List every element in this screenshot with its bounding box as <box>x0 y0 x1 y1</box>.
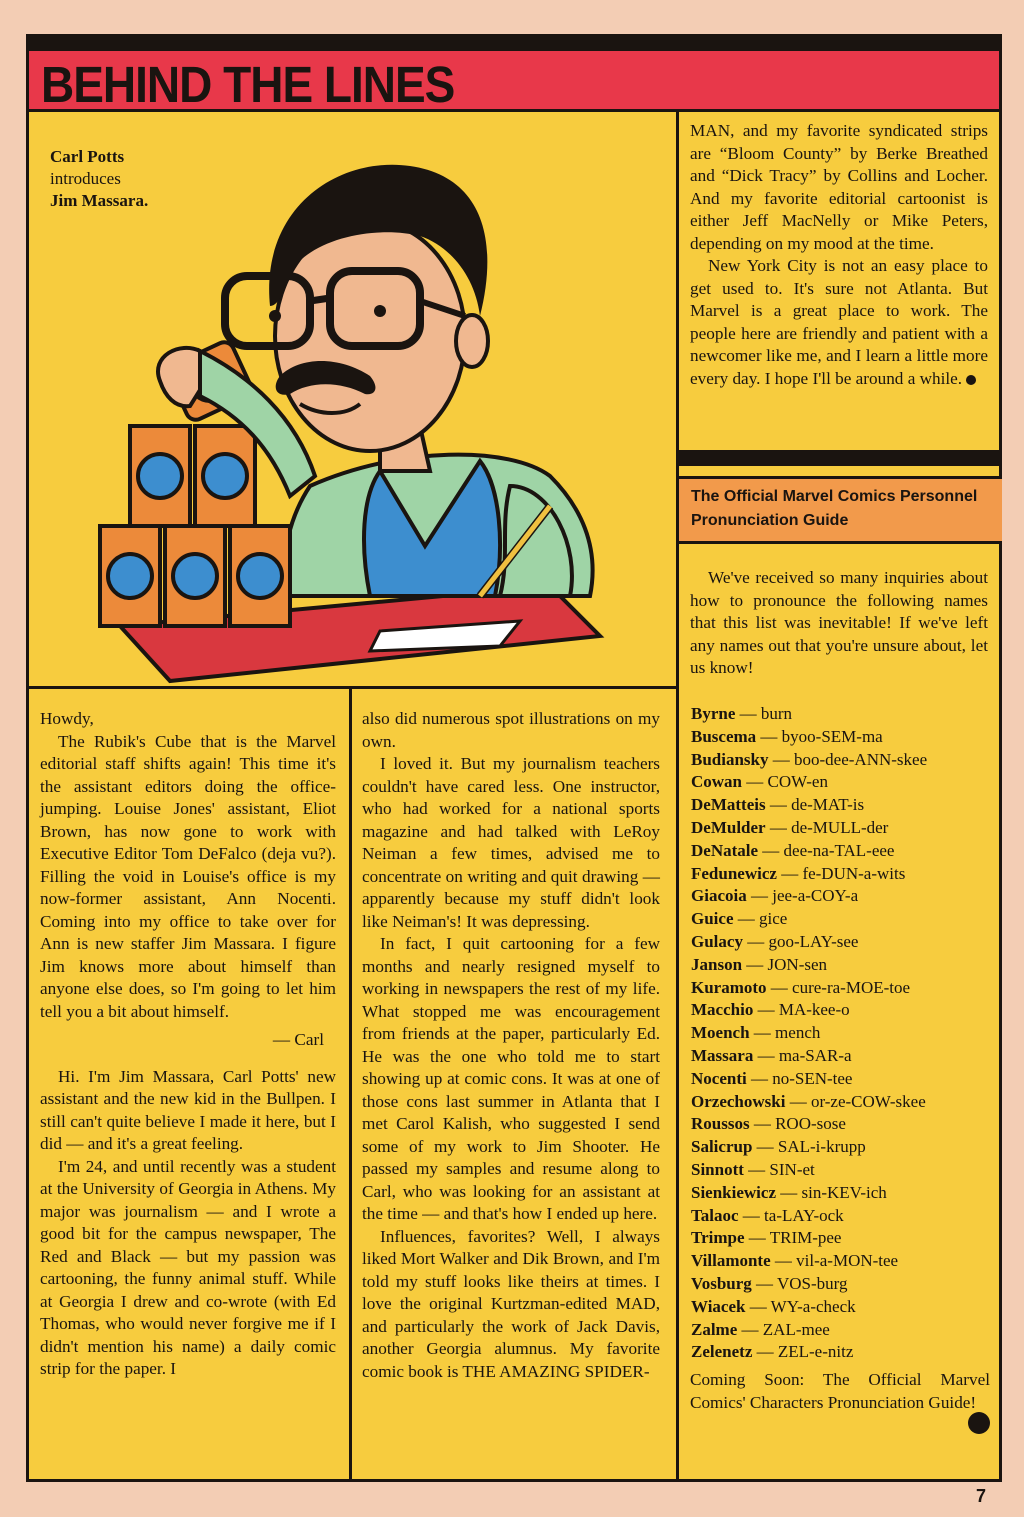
entry-name: Kuramoto <box>691 977 767 997</box>
paragraph <box>690 255 988 390</box>
pronunciation-entry <box>691 908 991 931</box>
pronunciation-entry <box>691 931 991 954</box>
entry-pronunciation: or-ze-COW-skee <box>810 1091 926 1111</box>
entry-name: Janson <box>691 954 743 974</box>
entry-pronunciation: SAL-i-krupp <box>777 1137 866 1157</box>
entry-name: Trimpe <box>691 1228 745 1248</box>
entry-pronunciation: TRIM-pee <box>769 1228 842 1248</box>
entry-pronunciation: ta-LAY-ock <box>764 1205 844 1225</box>
article-column-3 <box>690 120 988 390</box>
paragraph: In fact, I quit cartooning for a few months and nearly resigned myself to working in newspapers the rest of my life. What stopped me was encouragement from friends at the paper, particularly Ed. He was the one who told me to start showing up at comic cons. It was at one of those cons last summer in Atlanta that I met Carol Kalish, who suggested I send some of my work to Jim Shooter. He passed my samples and resume along to Carl, who was looking for an assistant at the time — and that's how I ended up here. <box>362 934 660 1223</box>
pronunciation-entry <box>691 1113 991 1136</box>
entry-separator: — <box>737 1319 763 1339</box>
intro-verb: introduces <box>50 169 121 188</box>
pronunciation-entry <box>691 1159 991 1182</box>
entry-pronunciation: no-SEN-tee <box>772 1068 853 1088</box>
entry-separator: — <box>749 1023 776 1043</box>
pronunciation-entry <box>691 726 991 749</box>
title-top-stripe <box>29 37 999 51</box>
paragraph: The Rubik's Cube that is the Marvel editorial staff shifts again! This time it's the assistant editors doing the office-jumping. Louise Jones' assistant, Eliot Brown, has now gone to work with Executive Editor Tom DeFalco (deja vu?). Filling the void in Louise's office is my now-former assistant, Ann Nocenti. Coming into my office to take over for Ann is new staffer Jim Massara. I figure Jim knows more about himself than anyone else does, so I'm going to let him tell you a bit about himself. <box>40 731 336 1021</box>
entry-separator: — <box>752 1342 778 1362</box>
entry-separator: — <box>776 863 803 883</box>
guide-intro-text: We've received so many inquiries about how to pronounce the following names that this list was inevitable! If we've left any names out that you're unsure about, let us know! <box>690 568 988 677</box>
pronunciation-entry <box>691 771 991 794</box>
entry-separator: — <box>735 704 761 723</box>
entry-separator: — <box>746 1068 773 1088</box>
guide-intro <box>690 567 988 680</box>
entry-name: Sienkiewicz <box>691 1182 776 1202</box>
entry-name: Sinnott <box>691 1159 744 1179</box>
entry-separator: — <box>742 954 768 974</box>
entry-name: Macchio <box>691 1000 754 1020</box>
pronunciation-entry <box>691 1045 991 1068</box>
entry-pronunciation: de-MAT-is <box>791 795 865 815</box>
intro-subject: Jim Massara. <box>50 191 149 210</box>
closing-text: New York City is not an easy place to get used to. It's sure not Atlanta. But Marvel is a great place to work. The people here are friendly and patient with a newcomer like me, and I learn a little more every day. I hope I'll be around a while. <box>690 256 988 388</box>
pronunciation-entry <box>691 1068 991 1091</box>
pronunciation-entry <box>691 817 991 840</box>
entry-pronunciation: COW-en <box>767 772 828 792</box>
paragraph: Influences, favorites? Well, I always liked Mort Walker and Dik Brown, and I'm told my stuff looks like theirs at times. I love the original Kurtzman-edited MAD, and particularly the work of Jack Davis, another Georgia alumnus. My favorite comic book is THE AMAZING SPIDER- <box>362 1226 660 1381</box>
entry-pronunciation: vil-a-MON-tee <box>796 1251 899 1271</box>
entry-name: Byrne <box>691 704 736 723</box>
pronunciation-entry <box>691 840 991 863</box>
entry-separator: — <box>749 1114 776 1134</box>
pronunciation-entry <box>691 703 991 726</box>
pronunciation-entry <box>691 1205 991 1228</box>
caricature-illustration <box>80 126 660 686</box>
pronunciation-entry <box>691 794 991 817</box>
pronunciation-entry <box>691 1273 991 1296</box>
entry-separator: — <box>756 726 782 746</box>
entry-separator: — <box>753 1045 779 1065</box>
entry-pronunciation: VOS-burg <box>777 1273 848 1293</box>
entry-separator: — <box>751 1273 777 1293</box>
pronunciation-entry <box>691 885 991 908</box>
illustration-divider <box>26 686 678 689</box>
pronunciation-entry <box>691 749 991 772</box>
pronunciation-entry <box>691 1250 991 1273</box>
entry-name: Massara <box>691 1045 754 1065</box>
entry-pronunciation: gice <box>759 909 788 929</box>
column-divider-right <box>676 112 679 1482</box>
entry-pronunciation: JON-sen <box>767 954 828 974</box>
entry-name: Zelenetz <box>691 1342 753 1362</box>
entry-separator: — <box>766 977 793 997</box>
pronunciation-entry <box>691 1022 991 1045</box>
end-bullet-large-icon <box>968 1412 990 1434</box>
entry-separator: — <box>744 1228 770 1248</box>
entry-name: Nocenti <box>691 1068 747 1088</box>
entry-separator: — <box>770 1251 797 1271</box>
entry-name: Salicrup <box>691 1137 753 1157</box>
entry-name: DeMatteis <box>691 795 766 815</box>
signoff: — Carl <box>272 1030 324 1049</box>
entry-name: Orzechowski <box>691 1091 786 1111</box>
entry-separator: — <box>758 840 784 860</box>
entry-pronunciation: mench <box>775 1023 821 1043</box>
entry-pronunciation: ROO-sose <box>775 1114 846 1134</box>
entry-name: Gulacy <box>691 931 743 951</box>
entry-pronunciation: fe-DUN-a-wits <box>802 863 906 883</box>
entry-name: Fedunewicz <box>691 863 777 883</box>
entry-separator: — <box>733 909 759 929</box>
entry-name: Guice <box>691 909 734 929</box>
greeting: Howdy, <box>40 709 94 728</box>
paragraph: also did numerous spot illustrations on my own. <box>362 709 660 751</box>
entry-pronunciation: goo-LAY-see <box>768 931 859 951</box>
entry-pronunciation: ZAL-mee <box>762 1319 830 1339</box>
entry-name: Vosburg <box>691 1273 752 1293</box>
entry-pronunciation: jee-a-COY-a <box>772 886 859 906</box>
pronunciation-entry <box>691 1319 991 1342</box>
pronunciation-list <box>691 703 991 1364</box>
entry-separator: — <box>785 1091 811 1111</box>
entry-name: Cowan <box>691 772 743 792</box>
entry-pronunciation: sin-KEV-ich <box>801 1182 887 1202</box>
entry-separator: — <box>738 1205 765 1225</box>
coming-soon-text: Coming Soon: The Official Marvel Comics' Characters Pronunciation Guide! <box>690 1370 990 1412</box>
entry-separator: — <box>745 1296 771 1316</box>
entry-name: Roussos <box>691 1114 750 1134</box>
entry-separator: — <box>742 931 769 951</box>
entry-separator: — <box>752 1137 778 1157</box>
entry-name: DeNatale <box>691 840 759 860</box>
pronunciation-entry <box>691 1182 991 1205</box>
entry-separator: — <box>746 886 773 906</box>
page-number: 7 <box>976 1486 987 1506</box>
entry-separator: — <box>753 1000 779 1020</box>
entry-pronunciation: byoo-SEM-ma <box>781 726 883 746</box>
pronunciation-entry <box>691 863 991 886</box>
paragraph: I loved it. But my journalism teachers couldn't have cared less. One instructor, who had worked for a national sports magazine and had talked with LeRoy Neiman a few times, advised me to concentrate on writing and quit drawing — apparently because my stuff didn't look like Neiman's! It was depressing. <box>362 754 660 931</box>
pronunciation-entry <box>691 1341 991 1364</box>
entry-name: DeMulder <box>691 817 766 837</box>
article-column-2 <box>362 708 660 1383</box>
pronunciation-entry <box>691 1091 991 1114</box>
pronunciation-entry <box>691 954 991 977</box>
entry-pronunciation: SIN-et <box>769 1159 815 1179</box>
entry-name: Giacoia <box>691 886 747 906</box>
entry-pronunciation: boo-dee-ANN-skee <box>794 749 928 769</box>
entry-separator: — <box>776 1182 802 1202</box>
entry-pronunciation: MA-kee-o <box>778 1000 850 1020</box>
paragraph: I'm 24, and until recently was a student at the University of Georgia in Athens. My major was journalism — and I wrote a good bit for the campus newspaper, The Red and Black — but my passion was cartooning, the funny animal stuff. While at Georgia I drew and co-wrote (with Ed Thomas, who would never forgive me if I didn't mention his name) a daily comic strip for the paper. I <box>40 1156 336 1378</box>
entry-separator: — <box>743 1159 770 1179</box>
entry-pronunciation: ZEL-e-nitz <box>777 1342 854 1362</box>
pronunciation-entry <box>691 977 991 1000</box>
entry-pronunciation: burn <box>760 704 793 723</box>
entry-name: Moench <box>691 1023 750 1043</box>
entry-name: Talaoc <box>691 1205 739 1225</box>
coming-soon-note <box>690 1369 990 1414</box>
column-divider-left <box>349 688 352 1482</box>
intro-author: Carl Potts <box>50 147 125 166</box>
entry-pronunciation: dee-na-TAL-eee <box>783 840 895 860</box>
pronunciation-entry <box>691 1227 991 1250</box>
entry-pronunciation: ma-SAR-a <box>778 1045 852 1065</box>
end-bullet-icon <box>966 375 976 385</box>
entry-name: Villamonte <box>691 1251 771 1271</box>
guide-heading: The Official Marvel Comics Personnel Pronunciation Guide <box>679 476 1002 544</box>
entry-pronunciation: cure-ra-MOE-toe <box>792 977 911 997</box>
entry-name: Buscema <box>691 726 757 746</box>
entry-separator: — <box>768 749 794 769</box>
guide-top-stripe <box>679 450 1002 466</box>
pronunciation-entry <box>691 999 991 1022</box>
page-title: BEHIND THE LINES <box>41 55 455 114</box>
entry-pronunciation: de-MULL-der <box>791 817 889 837</box>
pronunciation-entry <box>691 1296 991 1319</box>
article-column-1 <box>40 708 336 1381</box>
entry-pronunciation: WY-a-check <box>770 1296 856 1316</box>
entry-separator: — <box>765 817 792 837</box>
pronunciation-entry <box>691 1136 991 1159</box>
entry-name: Wiacek <box>691 1296 746 1316</box>
entry-separator: — <box>742 772 768 792</box>
entry-separator: — <box>765 795 792 815</box>
entry-name: Budiansky <box>691 749 769 769</box>
paragraph: MAN, and my favorite syndicated strips are “Bloom County” by Berke Breathed and “Dick Tracy” by Collins and Locher. And my favorite editorial cartoonist is either Jeff MacNelly or Mike Peters, depending on my mood at the time. <box>690 121 988 253</box>
paragraph: Hi. I'm Jim Massara, Carl Potts' new assistant and the new kid in the Bullpen. I still can't quite believe I made it here, but I did — and it's a great feeling. <box>40 1066 336 1153</box>
entry-name: Zalme <box>691 1319 738 1339</box>
title-banner <box>26 34 1002 112</box>
